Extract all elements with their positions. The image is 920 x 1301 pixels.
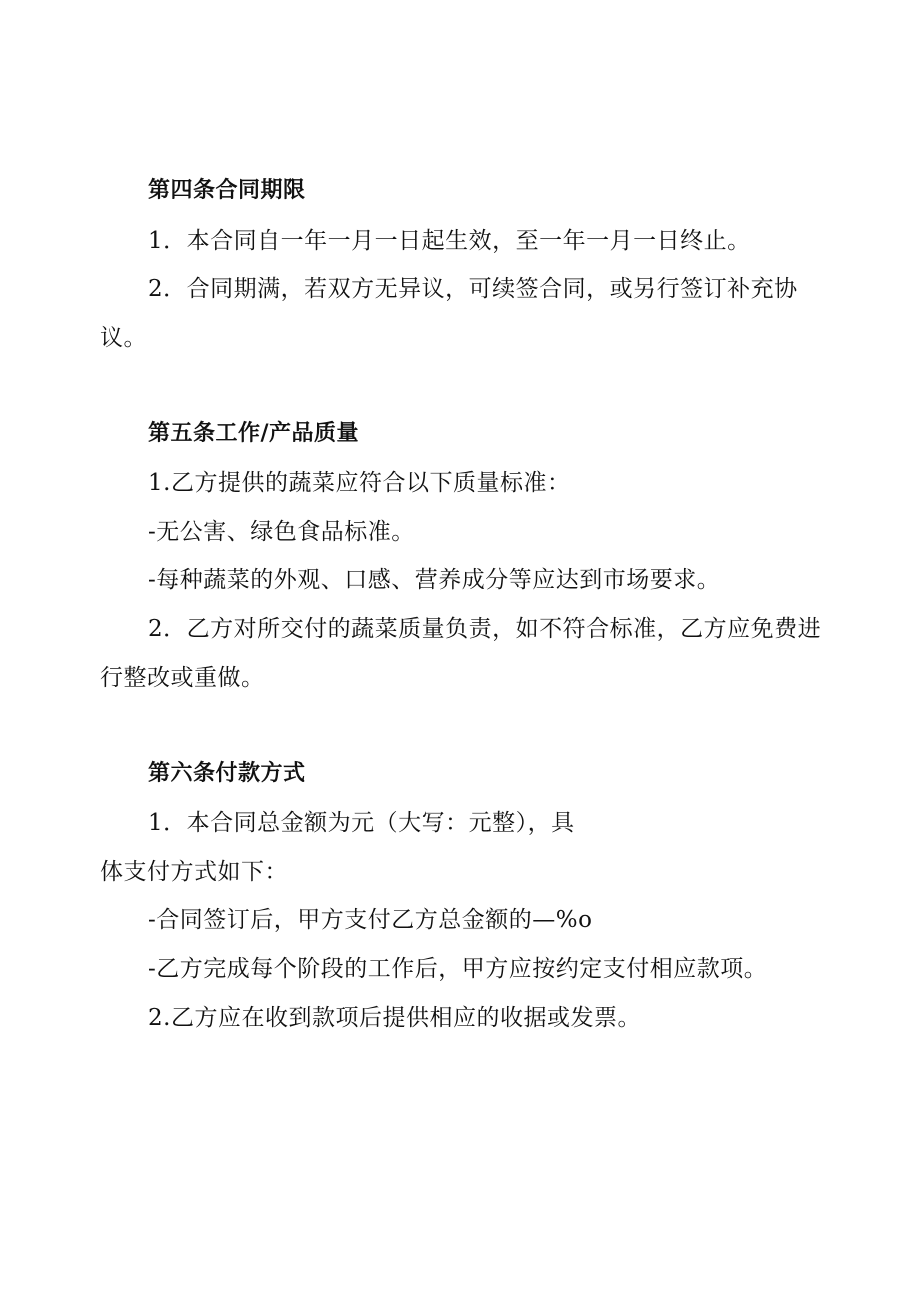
section-4-heading: 第四条合同期限 [148,178,306,203]
section-6-line-4: -乙方完成每个阶段的工作后，甲方应按约定支付相应款项。 [148,956,768,982]
section-5-line-1: 1.乙方提供的蔬菜应符合以下质量标准： [148,470,571,496]
section-5-line-4: 2．乙方对所交付的蔬菜质量负责，如不符合标准，乙方应免费进 [148,616,822,642]
section-6-line-5: 2.乙方应在收到款项后提供相应的收据或发票。 [148,1005,641,1031]
section-6-heading: 第六条付款方式 [148,761,306,786]
section-4-line-3: 议。 [100,325,147,351]
section-5-line-2: -无公害、绿色食品标准。 [148,519,415,545]
section-4-line-1: 1．本合同自一年一月一日起生效，至一年一月一日终止。 [148,228,751,254]
section-4-line-2: 2．合同期满，若双方无异议，可续签合同，或另行签订补充协 [148,276,798,302]
section-5-line-5: 行整改或重做。 [100,665,265,691]
section-5-heading: 第五条工作/产品质量 [148,421,360,446]
section-6-line-1: 1．本合同总金额为元（大写：元整），具 [148,810,575,836]
section-6-line-2: 体支付方式如下： [100,859,288,885]
section-5-line-3: -每种蔬菜的外观、口感、营养成分等应达到市场要求。 [148,567,721,593]
section-6-line-3: -合同签订后，甲方支付乙方总金额的—%o [148,907,593,933]
